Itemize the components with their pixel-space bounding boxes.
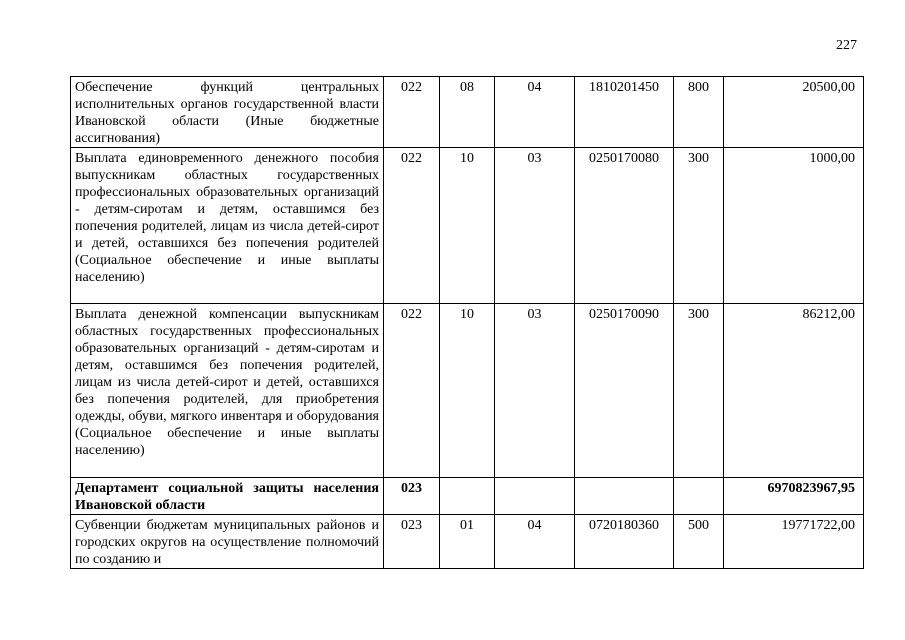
expense-type-code: 300: [674, 304, 724, 478]
ministry-code: 022: [384, 148, 440, 304]
amount: 1000,00: [724, 148, 864, 304]
table-row: [71, 148, 864, 304]
ministry-code: 022: [384, 77, 440, 148]
table-row: [71, 478, 864, 515]
table-row: [71, 77, 864, 148]
row-description: Выплата единовременного денежного пособия выпускникам областных государственных профессиональных образовательных организаций - детям-сиротам и детям, оставшимся без попечения родителей, лицам из числа детей-сирот и детей, оставшихся без попечения родителей (Социальное обеспечение и иные выплаты населению): [71, 148, 384, 304]
section-code: 01: [440, 515, 495, 569]
subsection-code: 04: [495, 77, 575, 148]
subsection-code: 03: [495, 148, 575, 304]
target-code: 1810201450: [575, 77, 674, 148]
table-row: [71, 515, 864, 569]
section-code: 10: [440, 148, 495, 304]
ministry-code: 022: [384, 304, 440, 478]
amount: 6970823967,95: [724, 478, 864, 515]
subsection-code: 03: [495, 304, 575, 478]
amount: 19771722,00: [724, 515, 864, 569]
page-number: 227: [836, 38, 857, 53]
subsection-code: [495, 478, 575, 515]
section-code: [440, 478, 495, 515]
amount: 20500,00: [724, 77, 864, 148]
row-description: Департамент социальной защиты населения Ивановской области: [71, 478, 384, 515]
target-code: [575, 478, 674, 515]
row-description: Обеспечение функций центральных исполнительных органов государственной власти Ивановской области (Иные бюджетные ассигнования): [71, 77, 384, 148]
subsection-code: 04: [495, 515, 575, 569]
target-code: 0250170090: [575, 304, 674, 478]
row-description: Выплата денежной компенсации выпускникам областных государственных профессиональных образовательных организаций - детям-сиротам и детям, оставшимся без попечения родителей, лицам из числа детей-сирот и детей, оставшихся без попечения родителей, для приобретения одежды, обуви, мягкого инвентаря и оборудования (Социальное обеспечение и иные выплаты населению): [71, 304, 384, 478]
expense-type-code: [674, 478, 724, 515]
section-code: 10: [440, 304, 495, 478]
amount: 86212,00: [724, 304, 864, 478]
expense-type-code: 800: [674, 77, 724, 148]
table-row: [71, 304, 864, 478]
ministry-code: 023: [384, 515, 440, 569]
expense-type-code: 500: [674, 515, 724, 569]
expense-type-code: 300: [674, 148, 724, 304]
target-code: 0720180360: [575, 515, 674, 569]
target-code: 0250170080: [575, 148, 674, 304]
budget-table: [70, 76, 864, 569]
section-code: 08: [440, 77, 495, 148]
ministry-code: 023: [384, 478, 440, 515]
row-description: Субвенции бюджетам муниципальных районов и городских округов на осуществление полномочий по созданию и: [71, 515, 384, 569]
